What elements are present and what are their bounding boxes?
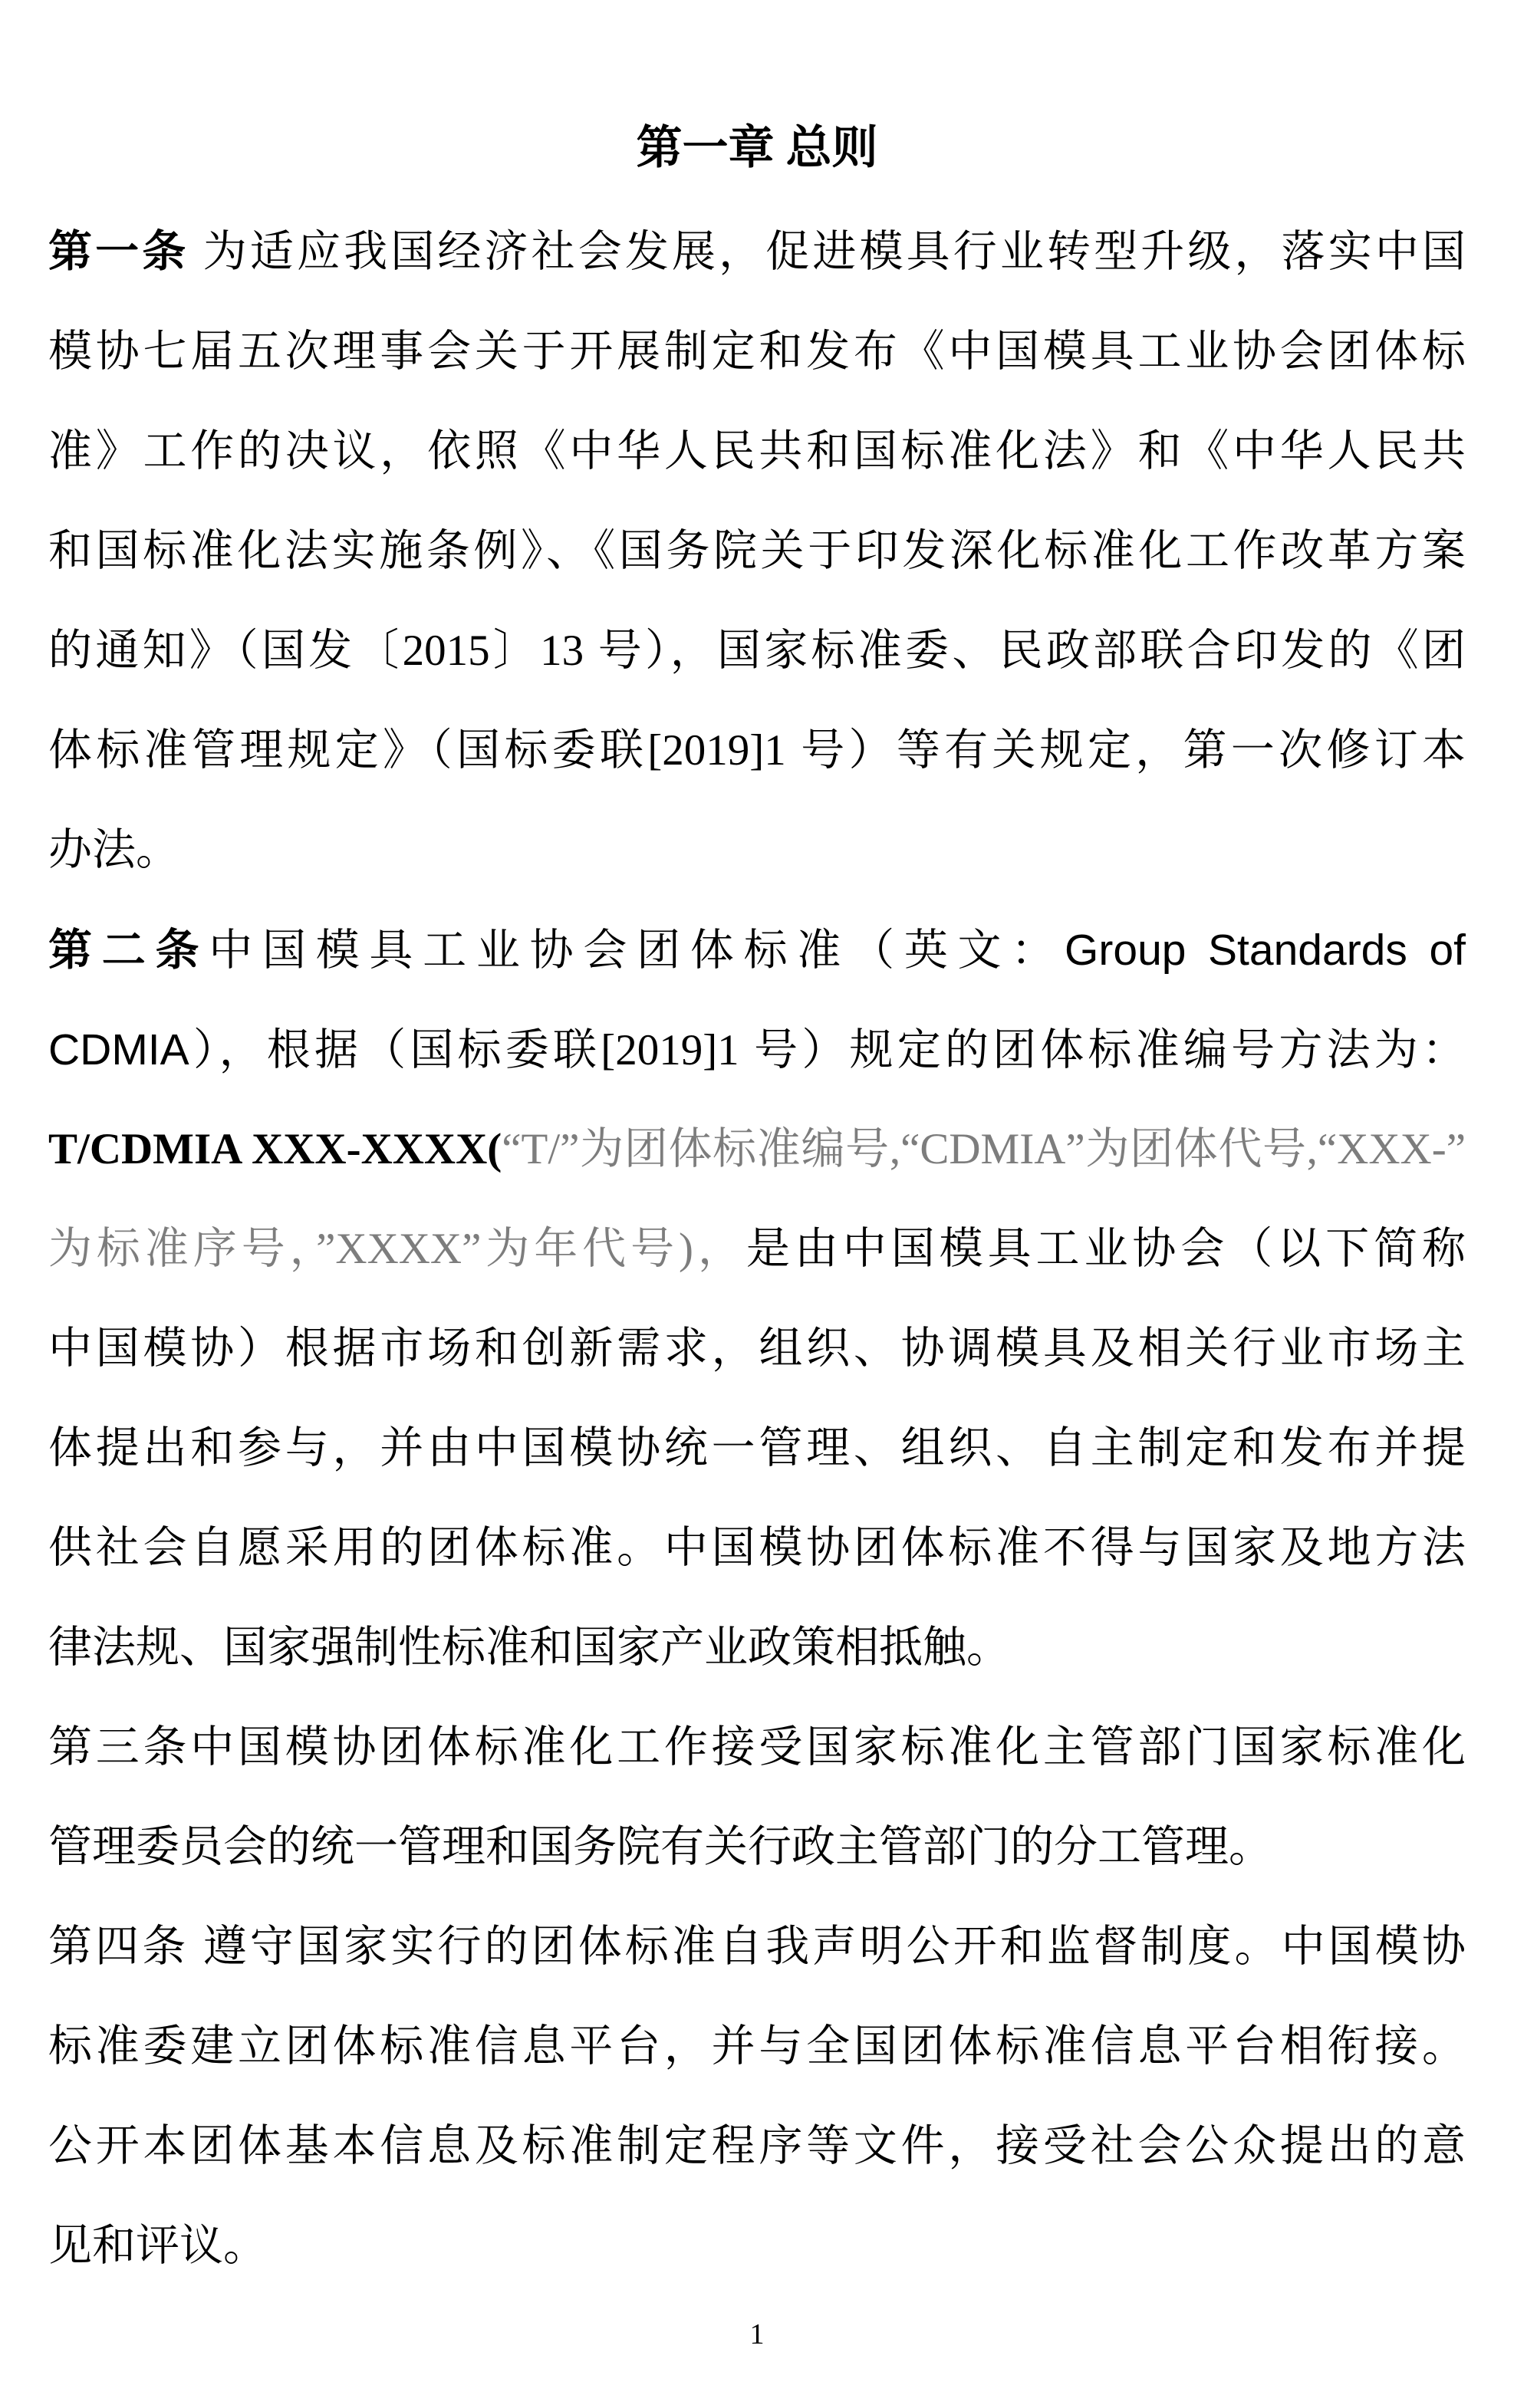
text-segment: 标准委建立团体标准信息平台，并与全国团体标准信息平台相衔接。: [48, 2022, 1466, 2071]
text-line: [48, 402, 1466, 502]
text-line: [48, 701, 1466, 801]
text-line: [48, 2097, 1466, 2196]
text-line: [48, 801, 1466, 900]
text-line: [48, 1199, 1466, 1299]
text-segment: 办法。: [48, 826, 179, 874]
document-body: [48, 98, 1466, 2296]
text-line: [48, 202, 1466, 302]
text-segment: 模协七届五次理事会关于开展制定和发布《中国模具工业协会团体标: [48, 327, 1466, 376]
text-segment: 的通知》（国发〔2015〕13 号），国家标准委、民政部联合印发的《团: [48, 627, 1466, 675]
text-line: [48, 302, 1466, 402]
text-line: [48, 1798, 1466, 1897]
article-number: 第二条: [48, 926, 209, 975]
chapter-title: 第一章 总则: [636, 123, 878, 173]
text-segment: 体提出和参与，并由中国模协统一管理、组织、自主制定和发布并提: [48, 1424, 1466, 1472]
text-segment: 第四条 遵守国家实行的团体标准自我声明公开和监督制度。中国模协: [48, 1923, 1466, 1971]
text-line: [48, 1399, 1466, 1498]
page-number: 1: [749, 2318, 765, 2350]
text-segment: 见和评议。: [48, 2222, 267, 2270]
text-segment: ），根据（国标委联[2019]1 号）规定的团体标准编号方法为：: [189, 1026, 1466, 1074]
text-segment: 和国标准化法实施条例》、《国务院关于印发深化标准化工作改革方案: [48, 527, 1466, 575]
muted-note: 为标准序号，”XXXX”为年代号)，: [48, 1225, 746, 1273]
text-segment: 为适应我国经济社会发展，促进模具行业转型升级，落实中国: [202, 228, 1466, 276]
text-line: [48, 2196, 1466, 2296]
text-segment: 供社会自愿采用的团体标准。中国模协团体标准不得与国家及地方法: [48, 1524, 1466, 1572]
text-line: [48, 502, 1466, 601]
standard-code: T/CDMIA XXX-XXXX(: [48, 1125, 502, 1173]
text-line: [48, 601, 1466, 701]
text-line: [48, 1299, 1466, 1399]
article-number: 第一条: [48, 228, 203, 276]
text-segment: 体标准管理规定》（国标委联[2019]1 号）等有关规定，第一次修订本: [48, 726, 1466, 775]
english-text: CDMIA: [48, 1025, 189, 1074]
text-segment: 中国模具工业协会团体标准（英文：: [209, 926, 1065, 975]
text-segment: 中国模协）根据市场和创新需求，组织、协调模具及相关行业市场主: [48, 1324, 1466, 1373]
text-line: [48, 1498, 1466, 1598]
text-line: [48, 1100, 1466, 1199]
text-segment: 准》工作的决议，依照《中华人民共和国标准化法》和《中华人民共: [48, 427, 1466, 475]
english-text: Group Standards of: [1065, 926, 1466, 975]
text-segment: 是由中国模具工业协会（以下简称: [745, 1225, 1466, 1273]
text-segment: 第三条中国模协团体标准化工作接受国家标准化主管部门国家标准化: [48, 1723, 1466, 1771]
text-segment: 管理委员会的统一管理和国务院有关行政主管部门的分工管理。: [48, 1823, 1272, 1871]
muted-note: “T/”为团体标准编号,“CDMIA”为团体代号,“XXX-”: [502, 1125, 1466, 1173]
text-line: [48, 1698, 1466, 1798]
text-line: [48, 1997, 1466, 2097]
text-line: [48, 900, 1466, 1000]
text-segment: 公开本团体基本信息及标准制定程序等文件，接受社会公众提出的意: [48, 2122, 1466, 2170]
text-line: [48, 1598, 1466, 1698]
text-segment: 律法规、国家强制性标准和国家产业政策相抵触。: [48, 1623, 1010, 1672]
text-line: [48, 1000, 1466, 1100]
text-line: [48, 1897, 1466, 1997]
